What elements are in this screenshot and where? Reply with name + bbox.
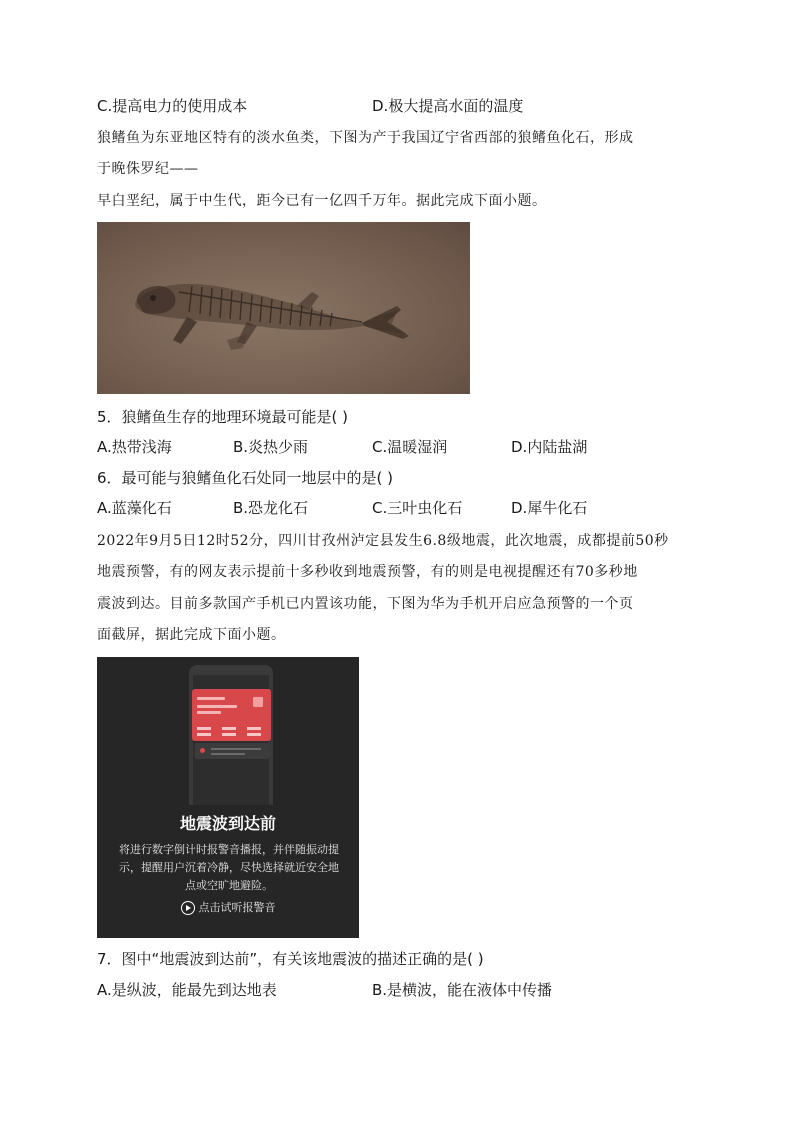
phone-desc-line3: 点或空旷地避险。 — [185, 879, 273, 892]
phone-alert-title: 地震波到达前 — [179, 814, 276, 833]
phone-alert-description — [105, 841, 353, 895]
warning-dot-icon — [200, 748, 205, 753]
listen-alarm-label: 点击试听报警音 — [198, 901, 276, 914]
passage2-line3: 震波到达。目前多款国产手机已内置该功能，下图为华为手机开启应急预警的一个页 — [97, 596, 634, 612]
question6-stem: 6．最可能与狼鳍鱼化石处同一地层中的是( ) — [97, 469, 394, 487]
passage2-line2: 地震预警，有的网友表示提前十多秒收到地震预警，有的则是电视提醒还有70多秒地 — [97, 564, 638, 580]
q5-option-a: A.热带浅海 — [97, 438, 172, 456]
listen-alarm-button[interactable] — [97, 899, 359, 917]
alert-card — [192, 689, 271, 741]
q7-option-a: A.是纵波，能最先到达地表 — [97, 981, 277, 999]
option-d: D.极大提高水面的温度 — [372, 97, 524, 115]
play-icon — [181, 901, 195, 915]
passage2-line1: 2022年9月5日12时52分，四川甘孜州泸定县发生6.8级地震，此次地震，成都提前50秒 — [97, 533, 669, 549]
alert-notification-strip — [195, 743, 269, 759]
passage2-line4: 面截屏，据此完成下面小题。 — [97, 627, 286, 643]
option-c: C.提高电力的使用成本 — [97, 97, 248, 115]
earthquake-alert-screenshot — [97, 657, 359, 938]
passage1-line1: 狼鳍鱼为东亚地区特有的淡水鱼类，下图为产于我国辽宁省西部的狼鳍鱼化石，形成 — [97, 130, 634, 146]
q5-option-b: B.炎热少雨 — [233, 438, 309, 456]
q5-option-c: C.温暖湿润 — [372, 438, 448, 456]
phone-desc-line1: 将进行数字倒计时报警音播报，并伴随振动提 — [119, 843, 339, 856]
q6-option-d: D.犀牛化石 — [511, 499, 588, 517]
q5-option-d: D.内陆盐湖 — [511, 438, 588, 456]
q7-option-b: B.是横波，能在液体中传播 — [372, 981, 553, 999]
q6-option-c: C.三叶虫化石 — [372, 499, 463, 517]
phone-desc-line2: 示，提醒用户沉着冷静，尽快选择就近安全地 — [119, 861, 339, 874]
fish-fossil-image — [97, 222, 470, 394]
question5-stem: 5．狼鳍鱼生存的地理环境最可能是( ) — [97, 408, 349, 426]
question7-stem: 7．图中“地震波到达前”，有关该地震波的描述正确的是( ) — [97, 950, 484, 968]
passage1-line3: 早白垩纪，属于中生代，距今已有一亿四千万年。据此完成下面小题。 — [97, 193, 547, 209]
q6-option-b: B.恐龙化石 — [233, 499, 309, 517]
q6-option-a: A.蓝藻化石 — [97, 499, 172, 517]
passage1-line2: 于晚侏罗纪—— — [97, 161, 199, 177]
